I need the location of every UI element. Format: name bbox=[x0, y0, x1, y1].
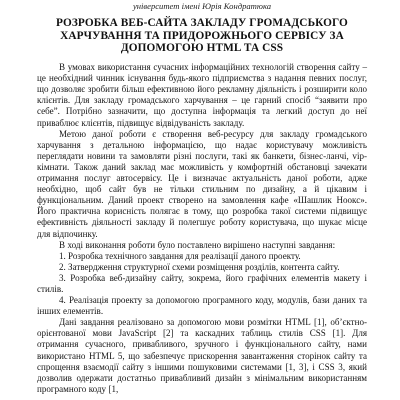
task-item-3: 3. Розробка веб-дизайну сайту, зокрема, його графічних елементів макету і стилів. bbox=[37, 272, 367, 294]
paper-title: РОЗРОБКА ВЕБ-САЙТА ЗАКЛАДУ ГРОМАДСЬКОГО ХАРЧУВАННЯ ТА ПРИДОРОЖНЬОГО СЕРВІСУ ЗА ДОПОМОГОЮ HTML ТА CSS bbox=[56, 17, 348, 55]
author-affiliation: університет імені Юрія Кондратюка bbox=[132, 1, 272, 11]
body-paragraph-goal: Метою даної роботи є створення веб-ресурсу для закладу громадського харчування з детальною інформацією, що надає користувачу можливість переглядати новини та замовляти різні послуги, такі як банкети, бізнес-ланчі, vip-кімнати. Також даний заклад має можливість у комфортній обстановці зачекати отримання послуг автосервісу. Це і визначає актуальність даної роботи, адже необхідно, щоб сайт був не тільки стильним по дизайну, а й цікавим і функціональним. Даний проект створено на замовлення кафе «Шашлик Ноокс». Його практична корисність полягає в тому, що розробка такої системи підвищує ефективність діяльності закладу й полегшує роботу користувача, що шукає місце для відпочинку. bbox=[37, 128, 367, 239]
task-item-2: 2. Затвердження структурної схеми розміщення розділів, контента сайту. bbox=[59, 261, 340, 272]
task-item-1: 1. Розробка технічного завдання для реалізації даного проекту. bbox=[59, 250, 301, 261]
body-paragraph-implementation: Дані завдання реалізовано за допомогою мови розмітки HTML [1], об’єктно-орієнтованої мови JavaScript [2] та каскадних таблиць стилів CSS [1]. Для отримання сучасного, привабливого, зручного і функціонального сайту, нами використано HTML 5, що забезпечує прискорення завантаження сторінок сайту та спрощення взаємодії сайту з іншими пошуковими системами [1, 3], і CSS 3, який дозволив одержати достатньо привабливий дизайн з мінімальним використанням програмного коду [1, bbox=[37, 317, 367, 394]
task-item-4: 4. Реалізація проекту за допомогою програмного коду, модулів, бази даних та інших елементів. bbox=[37, 295, 367, 317]
body-paragraph-intro: В умовах використання сучасних інформаційних технологій створення сайту – це необхідний чинник існування будь-якого підприємства з надання певних послуг, що дозволяє зробити більш ефективною його рекламну діяльність і розширити коло клієнтів. Для закладу громадського харчування – це гарний спосіб “заявити про себе”. Потрібно зазначити, що доступна інформація та легкий доступ до неї приваблює клієнтів, підвищує відвідуваність закладу. bbox=[37, 62, 367, 128]
body-paragraph-tasks-intro: В ході виконання роботи було поставлено вирішено наступні завдання: bbox=[59, 239, 336, 250]
